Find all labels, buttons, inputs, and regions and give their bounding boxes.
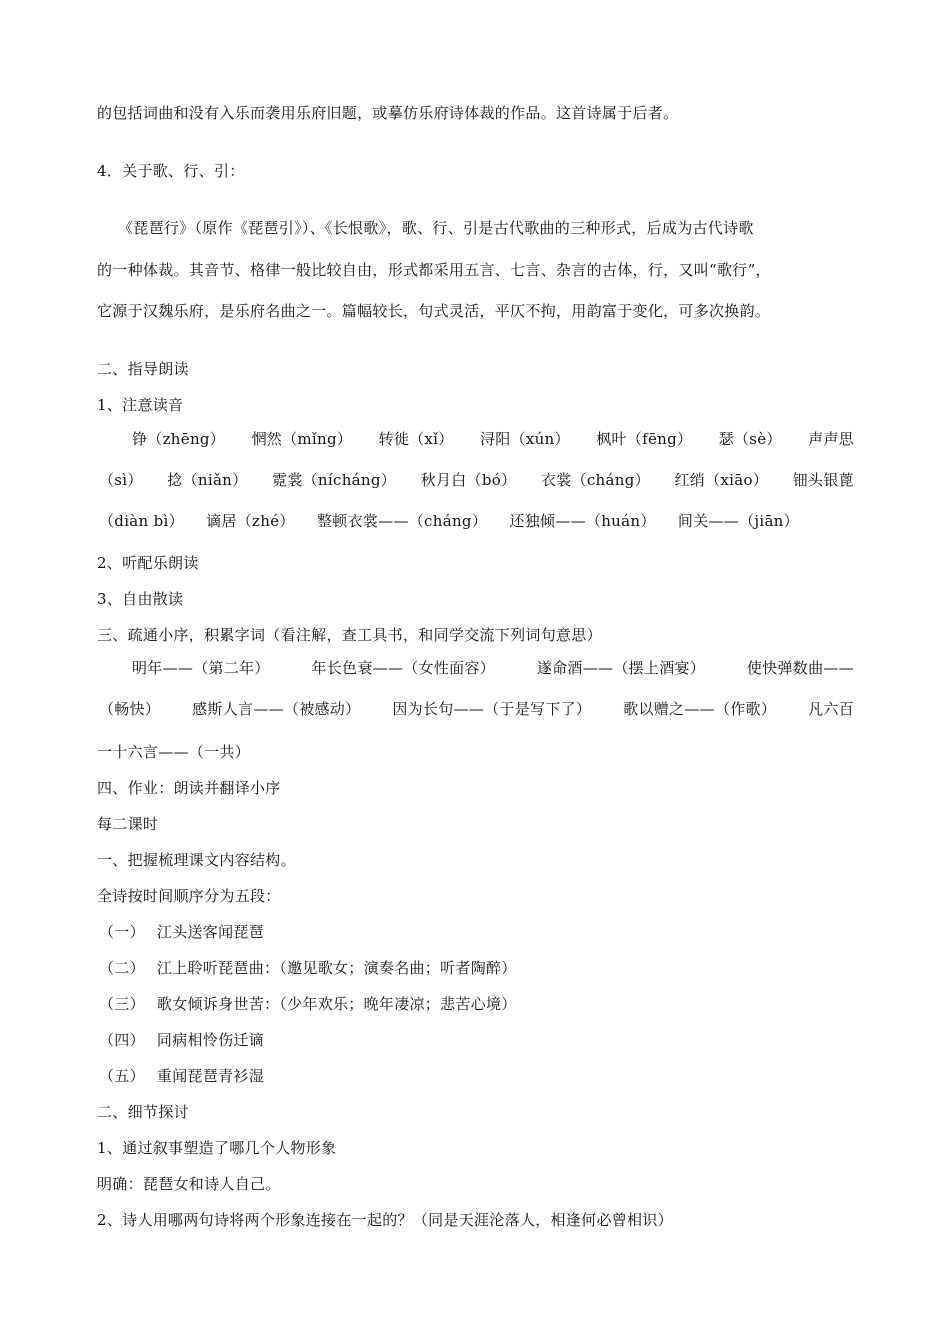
pron-item: 捻（niǎn）: [167, 471, 248, 489]
pron-item: 铮（zhēng）: [132, 430, 226, 448]
vocab-item: 使快弹数曲——: [746, 659, 854, 677]
pron-item: 声声思: [808, 430, 854, 448]
paragraph-line: 的包括词曲和没有入乐而袭用乐府旧题，或摹仿乐府诗体裁的作品。这首诗属于后者。: [97, 104, 679, 122]
section-title: 一、把握梳理课文内容结构。: [97, 851, 296, 869]
pron-item: 霓裳（nícháng）: [272, 471, 397, 489]
paragraph-line: 的一种体裁。其音节、格律一般比较自由，形式都采用五言、七言、杂言的古体，行，又叫“歌行”，: [97, 261, 771, 279]
pron-item: 浔阳（xún）: [479, 430, 570, 448]
pron-item: 间关——（jiān）: [677, 512, 799, 530]
pron-item: 还独倾——（huán）: [509, 512, 656, 530]
answer: 明确：琵琶女和诗人自己。: [97, 1175, 281, 1193]
question: 2、诗人用哪两句诗将两个形象连接在一起的？（同是天涯沦落人，相逢何必曾相识）: [97, 1211, 673, 1229]
outline-item: [99, 1066, 264, 1086]
outline-number: （二）: [99, 959, 145, 977]
pronunciation-line: [132, 429, 854, 449]
pron-item: 钿头银蓖: [792, 471, 854, 489]
vocab-item: 明年——（第二年）: [132, 659, 270, 677]
section-title: 二、指导朗读: [97, 360, 189, 378]
outline-item: [99, 922, 264, 942]
lesson-heading: 每二课时: [97, 815, 159, 833]
vocab-item: 感斯人言——（被感动）: [192, 700, 361, 718]
outline-text: 江头送客闻琵琶: [156, 923, 265, 941]
vocab-item: 遂命酒——（摆上酒宴）: [536, 659, 706, 677]
question: 1、通过叙事塑造了哪几个人物形象: [97, 1139, 337, 1157]
list-item: 1、注意读音: [97, 396, 184, 414]
outline-text: 江上聆听琵琶曲：（邀见歌女；演奏名曲；听者陶醉）: [156, 959, 517, 977]
outline-text: 歌女倾诉身世苦：（少年欢乐；晚年凄凉；悲苦心境）: [156, 995, 517, 1013]
pron-item: 谪居（zhé）: [206, 512, 295, 530]
pron-item: 衣裳（cháng）: [540, 471, 650, 489]
outline-number: （四）: [99, 1031, 145, 1049]
pron-item: （sì）: [99, 471, 143, 489]
pron-item: 红绡（xiāo）: [674, 471, 769, 489]
vocab-item: 因为长句——（于是写下了）: [392, 700, 592, 718]
outline-item: [99, 958, 517, 978]
pron-item: 惘然（mǐng）: [251, 430, 353, 448]
section-title: 二、细节探讨: [97, 1103, 189, 1121]
pron-item: 枫叶（fēng）: [596, 430, 693, 448]
vocab-item: （畅快）: [99, 700, 161, 718]
outline-text: 同病相怜伤迁谪: [156, 1031, 265, 1049]
pron-item: （diàn bì）: [99, 512, 184, 530]
section-heading: 4．关于歌、行、引：: [97, 162, 245, 180]
outline-item: [99, 1030, 264, 1050]
list-item: 2、听配乐朗读: [97, 554, 199, 572]
outline-number: （五）: [99, 1067, 145, 1085]
outline-number: （一）: [99, 923, 145, 941]
vocab-line: [132, 658, 854, 678]
section-title: 四、作业：朗读并翻译小序: [97, 779, 281, 797]
pron-item: 整顿衣裳——（cháng）: [316, 512, 488, 530]
vocab-item: 凡六百: [808, 700, 854, 718]
paragraph-line: 它源于汉魏乐府，是乐府名曲之一。篇幅较长，句式灵活，平仄不拘，用韵富于变化，可多次换韵。: [97, 302, 771, 320]
vocab-item: 歌以赠之——（作歌）: [623, 700, 777, 718]
pronunciation-line: [99, 470, 854, 490]
vocab-line: 一十六言——（一共）: [97, 743, 251, 761]
outline-text: 重闻琵琶青衫湿: [156, 1067, 265, 1085]
vocab-line: [99, 699, 854, 719]
list-item: 3、自由散读: [97, 590, 184, 608]
outline-number: （三）: [99, 995, 145, 1013]
paragraph-line: 全诗按时间顺序分为五段：: [97, 887, 281, 905]
outline-item: [99, 994, 517, 1014]
pron-item: 瑟（sè）: [718, 430, 782, 448]
pron-item: 转徙（xǐ）: [378, 430, 454, 448]
paragraph-line: 《琵琶行》（原作《琵琶引》）、《长恨歌》，歌、行、引是古代歌曲的三种形式，后成为古代诗歌: [118, 219, 754, 237]
pron-item: 秋月白（bó）: [420, 471, 517, 489]
pronunciation-line: [99, 511, 799, 531]
section-title: 三、疏通小序，积累字词（看注解，查工具书，和同学交流下列词句意思）: [97, 626, 602, 644]
vocab-item: 年长色衰——（女性面容）: [311, 659, 496, 677]
